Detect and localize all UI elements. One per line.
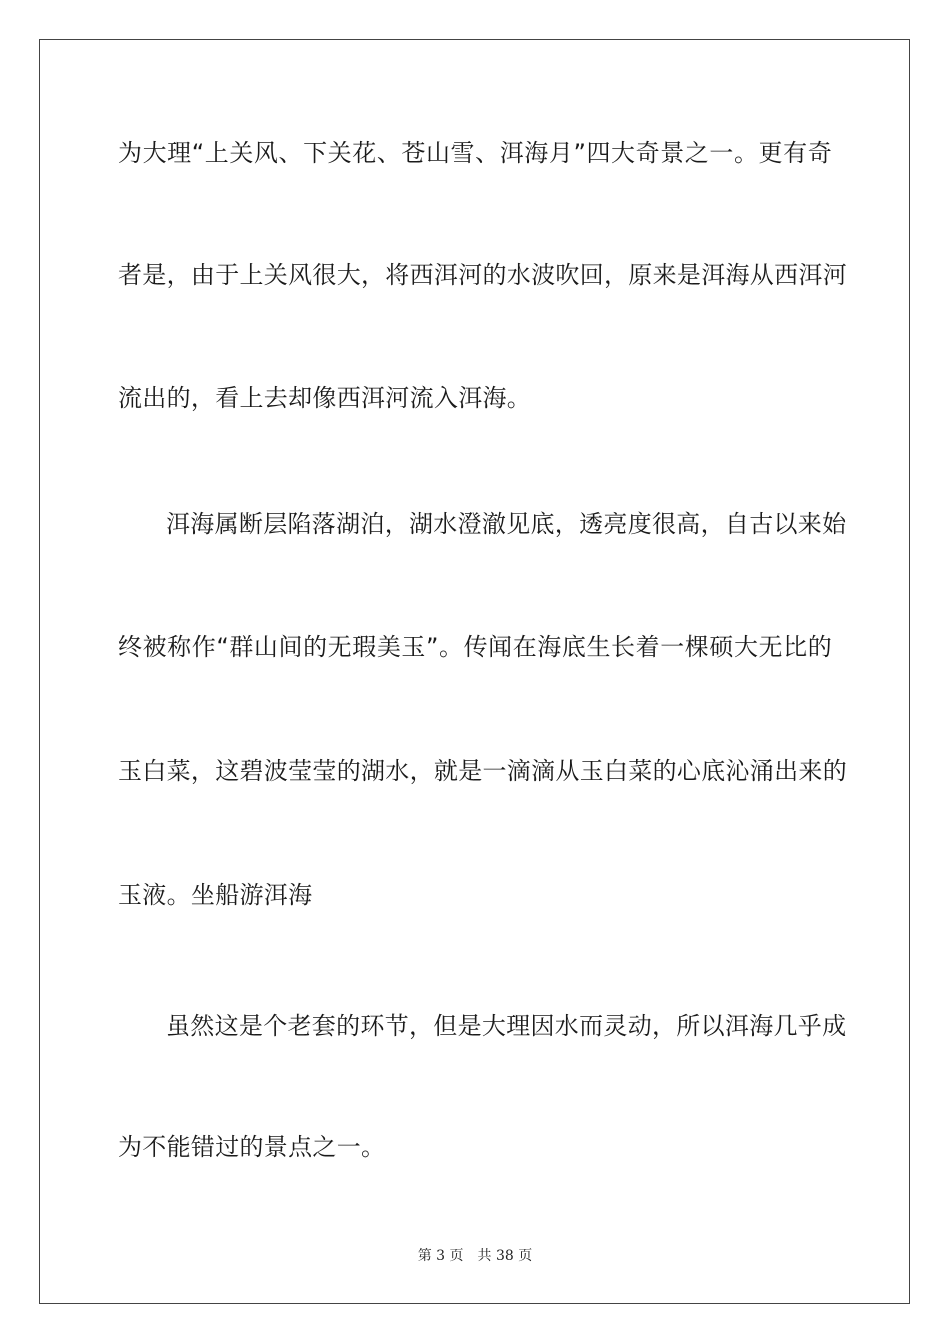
text-line: 玉液。坐船游洱海 (118, 881, 313, 909)
paragraph-first-line: 虽然这是个老套的环节，但是大理因水而灵动，所以洱海几乎成 (166, 1012, 847, 1040)
text-line: 流出的，看上去却像西洱河流入洱海。 (118, 384, 532, 412)
page-footer (0, 1247, 950, 1265)
page-total: 共 38 页 (477, 1248, 533, 1264)
text-line: 为不能错过的景点之一。 (118, 1133, 386, 1161)
page-number: 第 3 页 (417, 1248, 464, 1264)
text-line: 终被称作“群山间的无瑕美玉”。传闻在海底生长着一棵硕大无比的 (118, 633, 832, 661)
page-border (39, 39, 910, 1304)
text-line: 为大理“上关风、下关花、苍山雪、洱海月”四大奇景之一。更有奇 (118, 139, 832, 167)
text-line: 者是，由于上关风很大，将西洱河的水波吹回，原来是洱海从西洱河 (118, 261, 847, 289)
text-line: 玉白菜，这碧波莹莹的湖水，就是一滴滴从玉白菜的心底沁涌出来的 (118, 757, 847, 785)
paragraph-first-line: 洱海属断层陷落湖泊，湖水澄澈见底，透亮度很高，自古以来始 (166, 510, 847, 538)
